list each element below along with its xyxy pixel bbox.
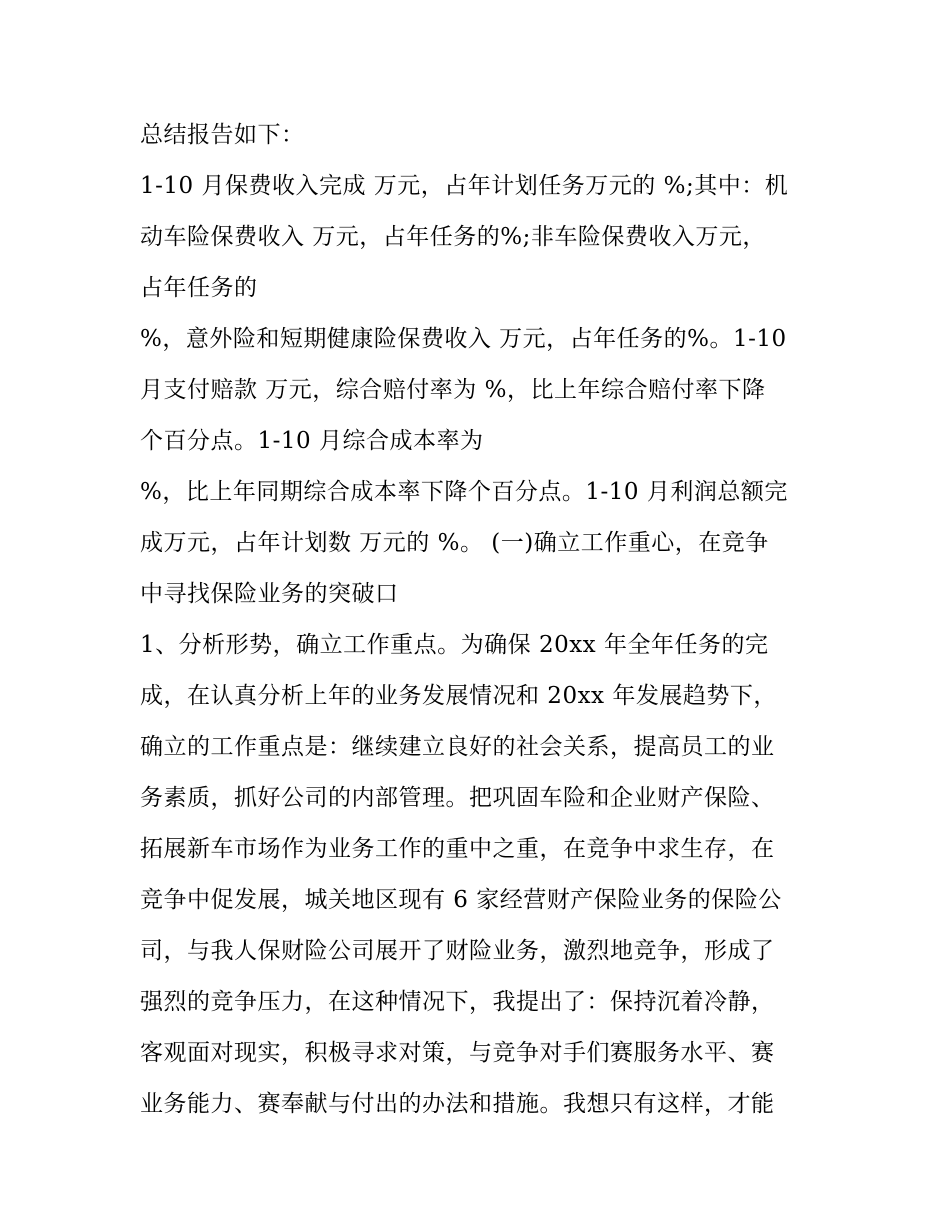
text-line: 成，在认真分析上年的业务发展情况和 20xx 年发展趋势下， bbox=[140, 683, 777, 709]
text-line: 客观面对现实，积极寻求对策，与竞争对手们赛服务水平、赛 bbox=[140, 1040, 775, 1066]
text-line: 1-10 月保费收入完成 万元，占年计划任务万元的 %;其中：机 bbox=[140, 173, 789, 199]
document-body bbox=[140, 110, 820, 1130]
text-line: 成万元，占年计划数 万元的 %。 (一)确立工作重心，在竞争 bbox=[140, 530, 769, 556]
text-line: 强烈的竞争压力，在这种情况下，我提出了：保持沉着冷静， bbox=[140, 989, 775, 1015]
text-line: 竞争中促发展，城关地区现有 6 家经营财产保险业务的保险公 bbox=[140, 887, 782, 913]
text-line: 业务能力、赛奉献与付出的办法和措施。我想只有这样，才能 bbox=[140, 1091, 775, 1117]
text-line: 个百分点。1-10 月综合成本率为 bbox=[140, 428, 484, 454]
text-line: 1、分析形势，确立工作重点。为确保 20xx 年全年任务的完 bbox=[140, 632, 769, 658]
text-line: 动车险保费收入 万元，占年任务的%;非车险保费收入万元， bbox=[140, 224, 766, 250]
text-line: 总结报告如下： bbox=[140, 122, 305, 148]
text-line: 务素质，抓好公司的内部管理。把巩固车险和企业财产保险、 bbox=[140, 785, 775, 811]
text-line: 拓展新车市场作为业务工作的重中之重，在竞争中求生存，在 bbox=[140, 836, 775, 862]
text-line: 中寻找保险业务的突破口 bbox=[140, 581, 399, 607]
text-line: %，意外险和短期健康险保费收入 万元，占年任务的%。1-10 bbox=[140, 326, 787, 352]
text-line: 司，与我人保财险公司展开了财险业务，激烈地竞争，形成了 bbox=[140, 938, 775, 964]
text-line: %，比上年同期综合成本率下降个百分点。1-10 月利润总额完 bbox=[140, 479, 788, 505]
text-line: 月支付赔款 万元，综合赔付率为 %，比上年综合赔付率下降 bbox=[140, 377, 766, 403]
text-line: 占年任务的 bbox=[140, 275, 258, 301]
text-line: 确立的工作重点是：继续建立良好的社会关系，提高员工的业 bbox=[140, 734, 775, 760]
